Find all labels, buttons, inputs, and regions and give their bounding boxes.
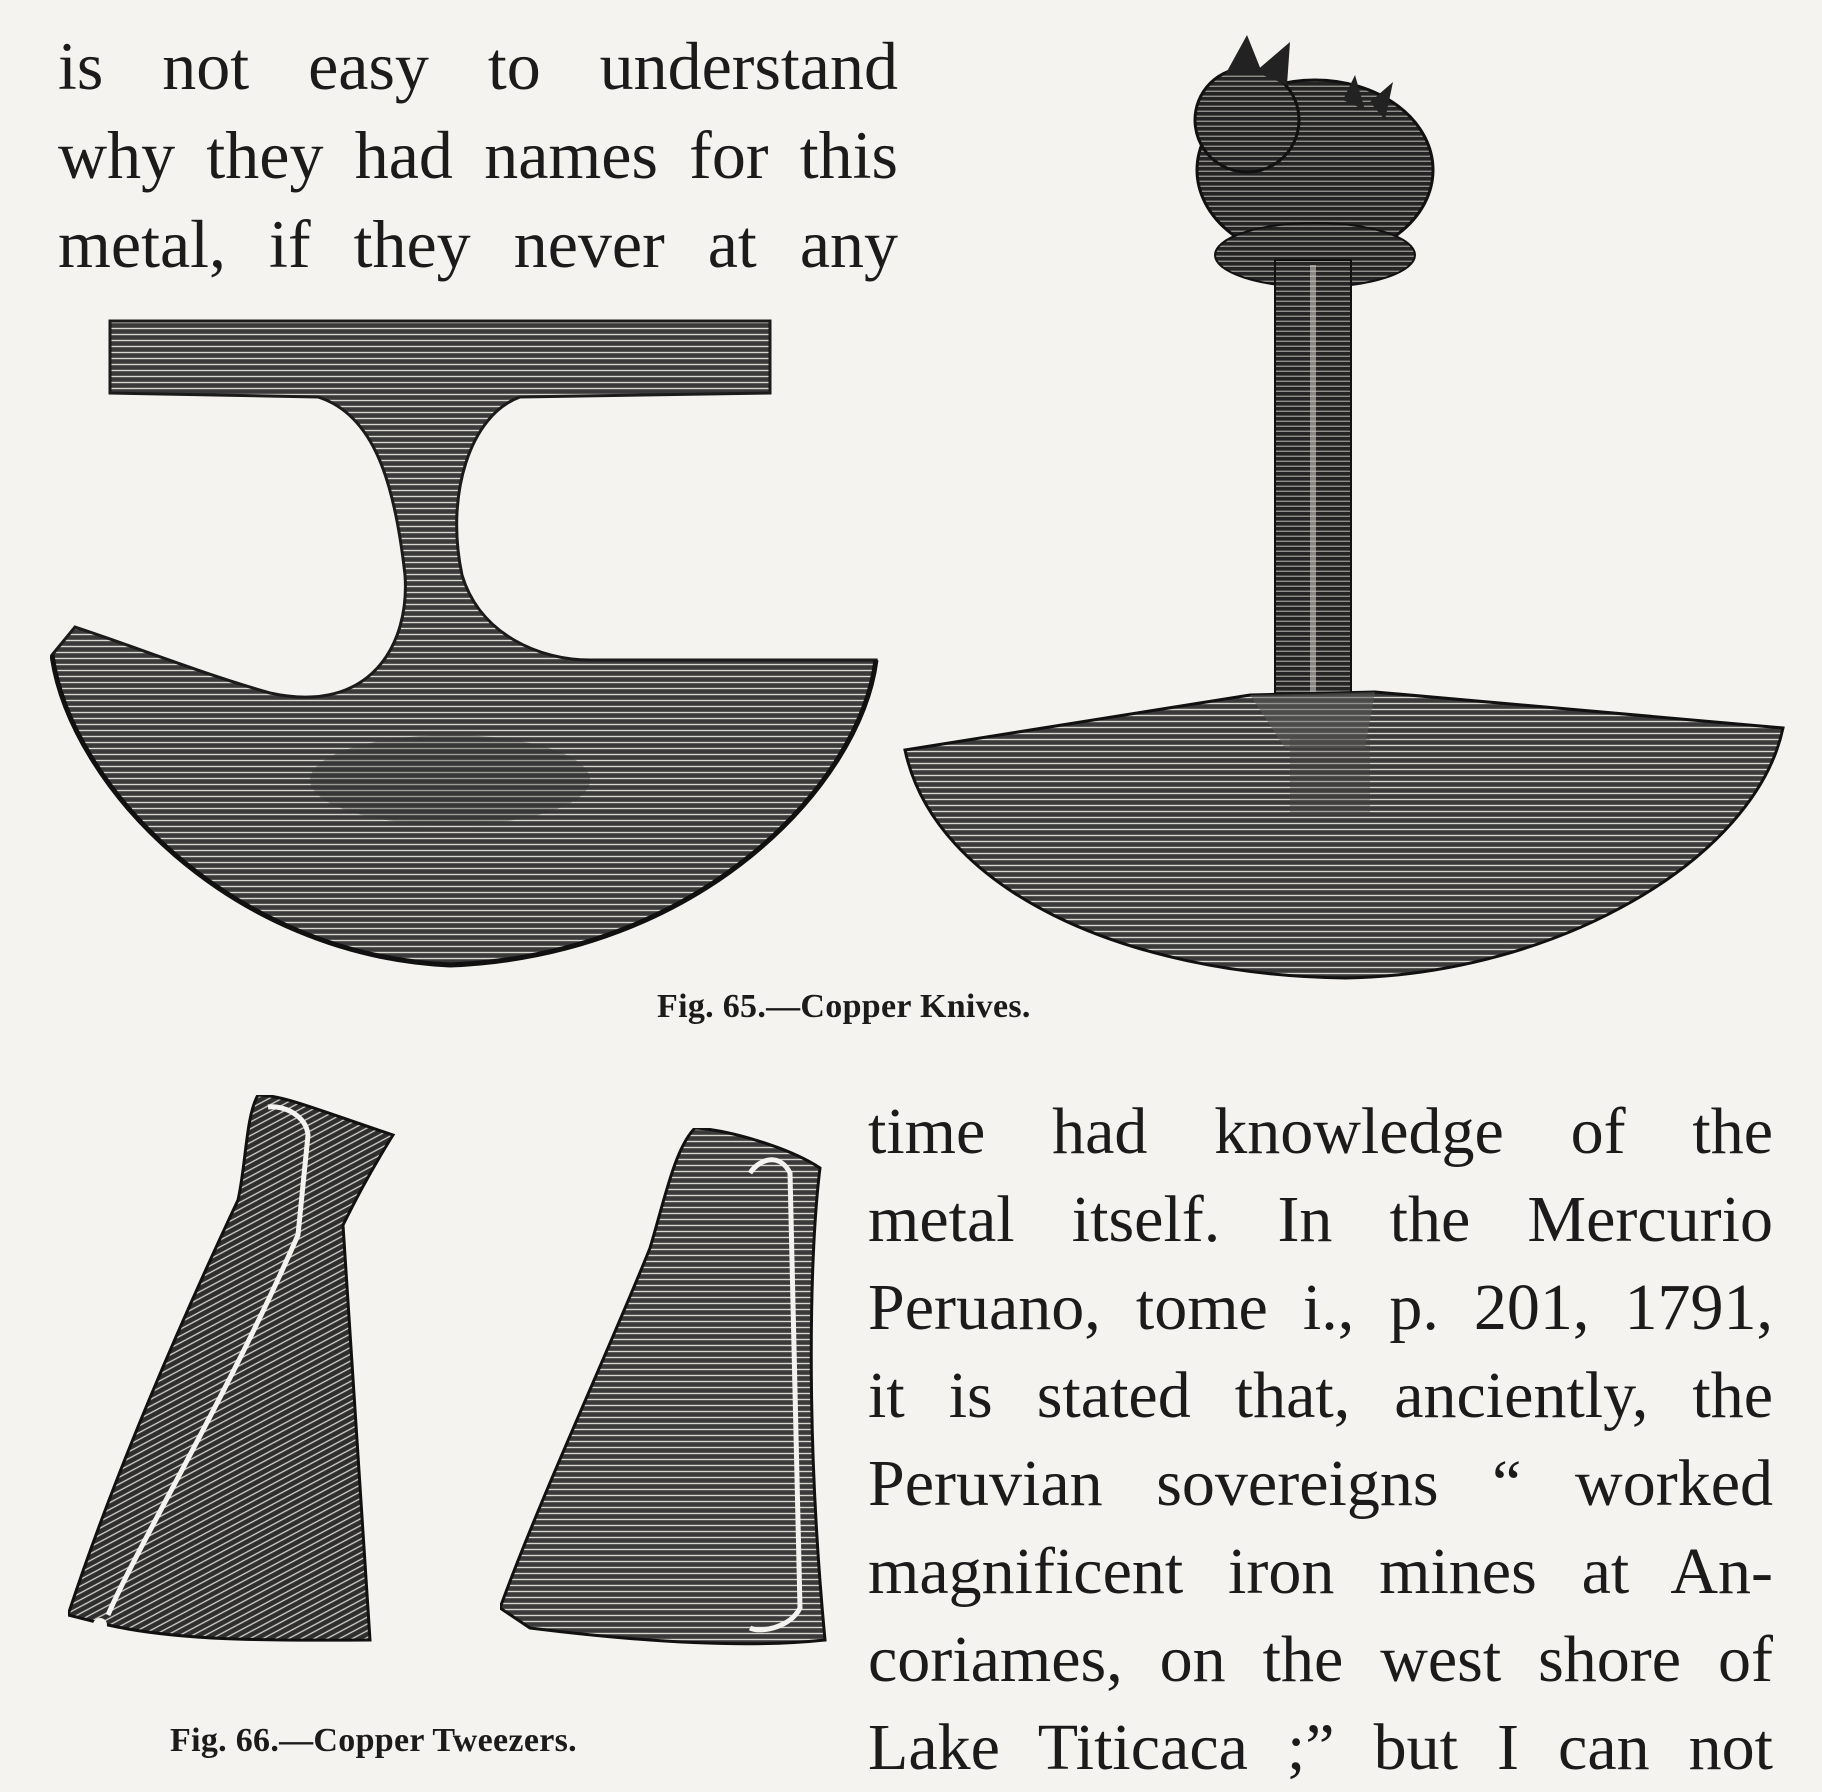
figure-66-caption: Fig. 66.—Copper Tweezers. (170, 1722, 577, 1759)
text-line: Peruano, tome i., p. 201, 1791, (868, 1271, 1773, 1344)
paragraph-right (868, 1088, 1773, 1792)
paragraph-top (58, 22, 898, 289)
copper-knife-right-illustration (895, 30, 1795, 985)
text-line: time had knowledge of the (868, 1095, 1773, 1168)
text-line: Peruvian sovereigns “ worked (868, 1447, 1773, 1520)
text-line: coriames, on the west shore of (868, 1623, 1773, 1696)
text-line: is not easy to understand (58, 28, 898, 104)
text-line: it is stated that, anciently, the (868, 1359, 1773, 1432)
text-line: why they had names for this (58, 117, 898, 193)
copper-knife-left-illustration (50, 315, 880, 975)
copper-tweezers-left-illustration (68, 1095, 398, 1655)
text-line: metal itself. In the Mercurio (868, 1183, 1773, 1256)
copper-tweezers-right-illustration (500, 1128, 830, 1658)
text-line: Lake Titicaca ;” but I can not (868, 1711, 1773, 1784)
figure-65-caption: Fig. 65.—Copper Knives. (657, 988, 1031, 1025)
text-line: metal, if they never at any (58, 206, 898, 282)
text-line: magnificent iron mines at An- (868, 1535, 1773, 1608)
